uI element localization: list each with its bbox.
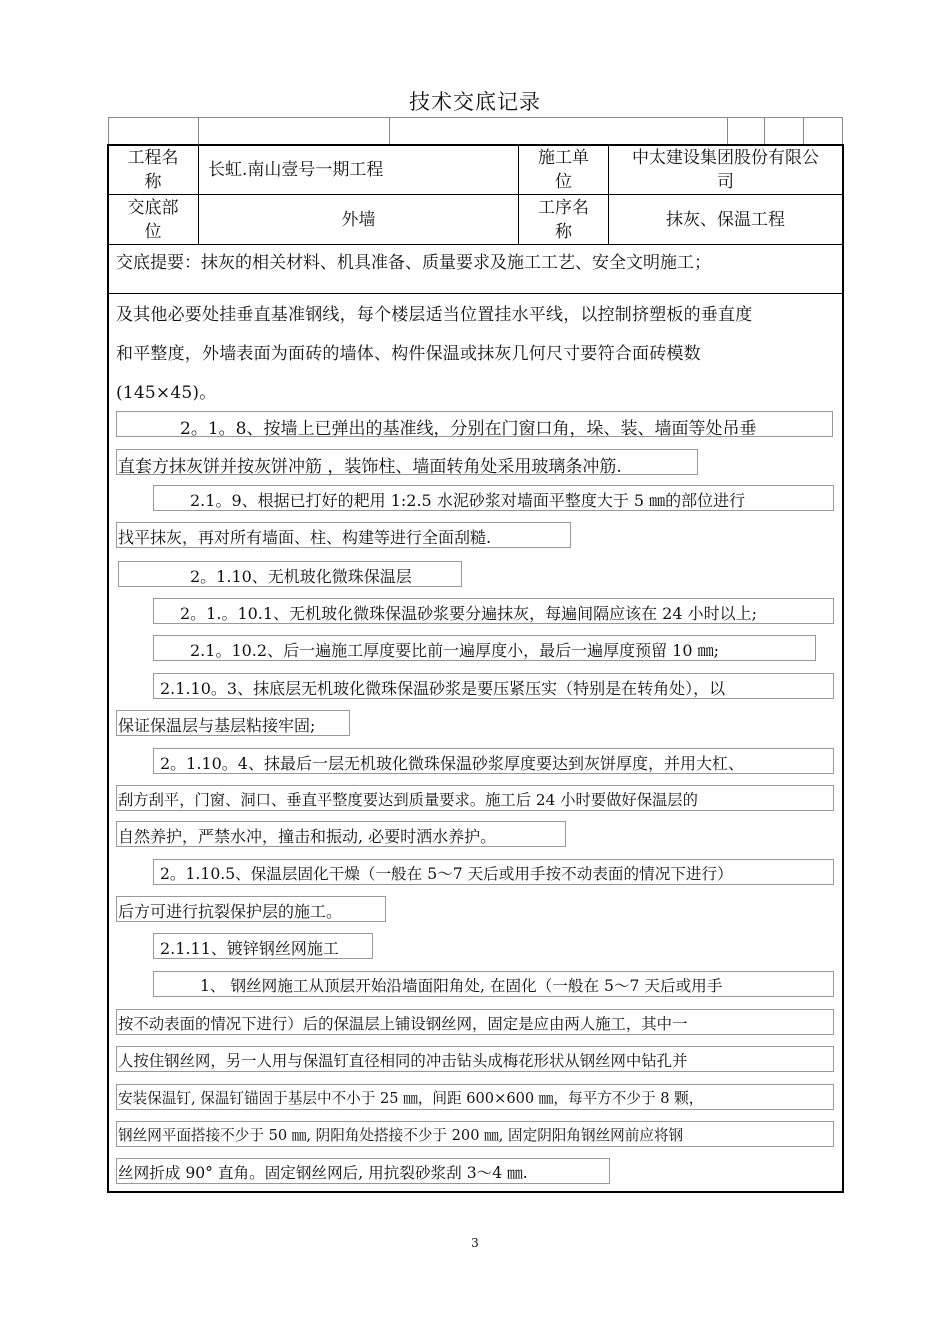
grid-line (842, 117, 843, 144)
row-divider (107, 244, 844, 245)
grid-line (198, 117, 199, 144)
grid-line (727, 117, 728, 144)
process-value: 抹灰、保温工程 (666, 209, 785, 230)
body-line: 2.1.10。3、抹底层无机玻化微珠保温砂浆是要压紧压实（特别是在转角处），以 (160, 679, 726, 698)
body-line: 找平抹灰，再对所有墙面、柱、构建等进行全面刮糙. (118, 528, 492, 547)
body-line: 及其他必要处挂垂直基准钢线，每个楼层适当位置挂水平线，以控制挤塑板的垂直度 (116, 305, 753, 325)
body-line: 钢丝网平面搭接不少于 50 ㎜, 阴阳角处搭接不少于 200 ㎜, 固定阴阳角钢丝网前应将钢 (118, 1127, 684, 1144)
body-line: 后方可进行抗裂保护层的施工。 (118, 902, 343, 921)
body-line: 2。1.10.5、保温层固化干燥（一般在 5～7 天后或用手按不动表面的情况下进行） (160, 865, 733, 883)
grid-line (108, 117, 843, 118)
contractor-label: 施工单 位 (538, 148, 589, 192)
section-heading: 2。1.10、无机玻化微珠保温层 (190, 567, 412, 586)
grid-line (108, 117, 109, 144)
body-line: 1、 钢丝网施工从顶层开始沿墙面阳角处, 在固化（一般在 5～7 天后或用手 (200, 977, 723, 995)
body-line: 人按住钢丝网，另一人用与保温钉直径相同的冲击钻头成梅花形状从钢丝网中钻孔并 (118, 1052, 688, 1070)
project-name-label: 工程名 称 (127, 148, 179, 192)
process-label: 工序名 称 (538, 197, 589, 242)
body-line: 2。1。8、按墙上已弹出的基准线，分别在门窗口角，垛、装、墙面等处吊垂 (180, 419, 757, 439)
body-line: 2.1。10.2、后一遍施工厚度要比前一遍厚度小，最后一遍厚度预留 10 ㎜; (190, 641, 719, 660)
grid-line (803, 117, 804, 144)
part-value: 外墙 (341, 209, 376, 230)
table-border-right (842, 144, 844, 1193)
body-line: 自然养护，严禁水冲，撞击和振动, 必要时洒水养护。 (118, 827, 497, 846)
body-line: 丝网折成 90° 直角。固定钢丝网后, 用抗裂砂浆刮 3～4 ㎜. (118, 1164, 528, 1182)
project-name-value: 长虹.南山壹号一期工程 (208, 160, 384, 180)
brief-summary: 交底提要：抹灰的相关材料、机具准备、质量要求及施工工艺、安全文明施工； (116, 253, 711, 273)
body-line: 刮方刮平，门窗、洞口、垂直平整度要达到质量要求。施工后 24 小时要做好保温层的 (118, 791, 698, 809)
body-line: 2。1.10。4、抹最后一层无机玻化微珠保温砂浆厚度要达到灰饼厚度，并用大杠、 (160, 754, 744, 773)
body-line: 2。1.。10.1、无机玻化微珠保温砂浆要分遍抹灰，每遍间隔应该在 24 小时以上; (180, 604, 757, 623)
part-label: 交底部 位 (127, 197, 179, 242)
grid-line (764, 117, 765, 144)
section-heading: 2.1.11、镀锌钢丝网施工 (160, 939, 339, 958)
document-title: 技术交底记录 (409, 90, 541, 114)
page-number: 3 (471, 1236, 479, 1250)
row-divider (107, 293, 844, 294)
contractor-value: 中太建设集团股份有限公 司 (632, 148, 819, 192)
body-line: (145×45)。 (116, 383, 217, 403)
table-border-bottom (107, 1191, 844, 1193)
body-line: 2.1。9、根据已打好的耙用 1:2.5 水泥砂浆对墙面平整度大于 5 ㎜的部位进行 (190, 491, 746, 510)
body-line: 保证保温层与基层粘接牢固; (118, 716, 316, 735)
grid-line (389, 117, 390, 144)
body-line: 安装保温钉, 保温钉锚固于基层中不小于 25 ㎜，间距 600×600 ㎜，每平方不少于 8 颗， (118, 1090, 704, 1107)
body-line: 和平整度，外墙表面为面砖的墙体、构件保温或抹灰几何尺寸要符合面砖模数 (116, 344, 701, 364)
body-line: 直套方抹灰饼并按灰饼冲筋 ，装饰柱、墙面转角处采用玻璃条冲筋. (118, 457, 622, 477)
table-border-left (107, 144, 109, 1193)
body-line: 按不动表面的情况下进行）后的保温层上铺设钢丝网，固定是应由两人施工，其中一 (118, 1015, 688, 1033)
